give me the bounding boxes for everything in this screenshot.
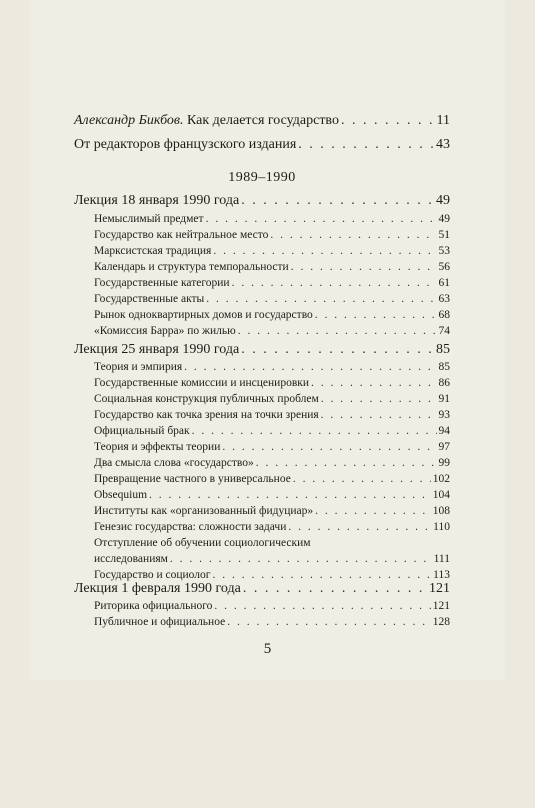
toc-lecture-page: 121 (429, 581, 450, 596)
toc-subentry-title: Официальный брак (94, 425, 190, 437)
toc-subentry[interactable] (94, 425, 450, 437)
toc-lecture-1[interactable] (74, 193, 450, 209)
dot-leader (238, 325, 437, 337)
toc-subentry[interactable] (94, 489, 450, 501)
toc-subentry-title: Obsequium (94, 489, 148, 501)
toc-subentry-title: Два смысла слова «государство» (94, 457, 254, 469)
toc-subentry-page: 56 (438, 261, 450, 273)
toc-subentry[interactable] (94, 521, 450, 533)
toc-subentry-title: Государственные комиссии и инсценировки (94, 377, 310, 389)
toc-subentry[interactable] (94, 293, 450, 305)
toc-entry-title: Как делается государство (187, 113, 339, 128)
toc-subentry-title: Государство и социолог (94, 569, 211, 581)
toc-subentry[interactable] (94, 553, 450, 565)
toc-subentry-page: 53 (438, 245, 450, 257)
toc-subentry-page: 111 (433, 553, 450, 565)
dot-leader (243, 581, 427, 597)
toc-subentry-title: Государственные категории (94, 277, 230, 289)
toc-subentry-title: Теория и эмпирия (94, 361, 183, 373)
toc-subentry[interactable] (94, 409, 450, 421)
dot-leader (184, 361, 436, 373)
toc-subentry-page: 51 (438, 229, 450, 241)
toc-subentry-title: Теория и эффекты теории (94, 441, 221, 453)
toc-subentry-page: 74 (438, 325, 450, 337)
dot-leader (288, 521, 431, 533)
dot-leader (149, 489, 431, 501)
dot-leader (213, 245, 436, 257)
toc-subentry-page: 97 (438, 441, 450, 453)
toc-entry-bikbov[interactable] (74, 113, 450, 129)
toc-subentry-title: Отступление об обучении социологическим (94, 537, 311, 549)
toc-subentry-page: 93 (438, 409, 450, 421)
dot-leader (241, 193, 434, 209)
dot-leader (206, 213, 437, 225)
toc-subentry[interactable] (94, 441, 450, 453)
toc-subentry[interactable] (94, 229, 450, 241)
toc-lecture-page: 49 (436, 193, 450, 208)
toc-subentry-page: 49 (438, 213, 450, 225)
dot-leader (206, 293, 436, 305)
toc-subentry[interactable] (94, 325, 450, 337)
toc-subentry-title: Социальная конструкция публичных проблем (94, 393, 319, 405)
toc-lecture-2[interactable] (74, 342, 450, 358)
toc-subentry[interactable] (94, 505, 450, 517)
dot-leader (321, 409, 437, 421)
toc-subentry-page: 110 (433, 521, 450, 533)
dot-leader (222, 441, 436, 453)
toc-subentry-title: Календарь и структура темпоральности (94, 261, 289, 273)
toc-subentry[interactable] (94, 277, 450, 289)
toc-lecture-page: 85 (436, 342, 450, 357)
dot-leader (212, 569, 431, 581)
dot-leader (170, 553, 432, 565)
toc-lecture-title: Лекция 1 февраля 1990 года (74, 581, 241, 596)
toc-subentry-title: «Комиссия Барра» по жилью (94, 325, 236, 337)
toc-subentry[interactable] (94, 569, 450, 581)
toc-subentry-title: Публичное и официальное (94, 616, 226, 628)
toc-subentry[interactable] (94, 473, 450, 485)
dot-leader (241, 342, 434, 358)
toc-subentry[interactable] (94, 213, 450, 225)
toc-subentry-title: Рынок одноквартирных домов и государство (94, 309, 313, 321)
dot-leader (192, 425, 437, 437)
dot-leader (291, 261, 437, 273)
toc-subentry-page: 102 (432, 473, 450, 485)
toc-subentry[interactable] (94, 377, 450, 389)
dot-leader (232, 277, 437, 289)
toc-subentry-title: Государственные акты (94, 293, 205, 305)
toc-subentry-page: 121 (432, 600, 450, 612)
year-heading: 1989–1990 (228, 170, 296, 185)
toc-entry-page: 11 (436, 113, 450, 128)
toc-subentry-title: Государство как нейтральное место (94, 229, 269, 241)
toc-subentry-line1[interactable] (94, 537, 450, 549)
dot-leader (341, 113, 435, 129)
toc-subentry[interactable] (94, 361, 450, 373)
dot-leader (214, 600, 430, 612)
dot-leader (256, 457, 437, 469)
toc-subentry-page: 61 (438, 277, 450, 289)
dot-leader (315, 505, 431, 517)
toc-subentry-page: 99 (438, 457, 450, 469)
toc-lecture-3[interactable] (74, 581, 450, 597)
toc-subentry[interactable] (94, 245, 450, 257)
toc-lecture-title: Лекция 18 января 1990 года (74, 193, 240, 208)
toc-subentry[interactable] (94, 309, 450, 321)
toc-subentry-title: Институты как «организованный фидуциар» (94, 505, 314, 517)
toc-subentry-title-continued: исследованиям (94, 553, 168, 565)
toc-entry-page: 43 (436, 137, 450, 152)
toc-subentry-title: Марксистская традиция (94, 245, 212, 257)
dot-leader (293, 473, 431, 485)
toc-entry-editors[interactable] (74, 137, 450, 153)
toc-subentry-page: 108 (432, 505, 450, 517)
toc-subentry[interactable] (94, 457, 450, 469)
toc-subentry-title: Государство как точка зрения на точки зрения (94, 409, 319, 421)
toc-subentry[interactable] (94, 261, 450, 273)
dot-leader (270, 229, 436, 241)
toc-subentry-page: 85 (438, 361, 450, 373)
dot-leader (321, 393, 437, 405)
toc-subentry-page: 86 (438, 377, 450, 389)
toc-entry-title: От редакторов французского издания (74, 137, 297, 152)
toc-subentry-page: 113 (433, 569, 450, 581)
dot-leader (311, 377, 436, 389)
toc-subentry[interactable] (94, 616, 450, 628)
dot-leader (227, 616, 431, 628)
toc-subentry-title: Риторика официального (94, 600, 213, 612)
toc-subentry[interactable] (94, 600, 450, 612)
page-number: 5 (263, 641, 272, 657)
toc-entry-author: Александр Бикбов. (74, 113, 184, 128)
toc-subentry-title: Немыслимый предмет (94, 213, 204, 225)
toc-lecture-title: Лекция 25 января 1990 года (74, 342, 240, 357)
toc-subentry-page: 104 (432, 489, 450, 501)
toc-subentry-page: 63 (438, 293, 450, 305)
toc-subentry-page: 91 (438, 393, 450, 405)
toc-subentry[interactable] (94, 393, 450, 405)
toc-subentry-page: 94 (438, 425, 450, 437)
toc-subentry-title: Превращение частного в универсальное (94, 473, 291, 485)
dot-leader (298, 137, 434, 153)
toc-subentry-title: Генезис государства: сложности задачи (94, 521, 287, 533)
toc-subentry-page: 68 (438, 309, 450, 321)
toc-subentry-page: 128 (432, 616, 450, 628)
dot-leader (315, 309, 437, 321)
